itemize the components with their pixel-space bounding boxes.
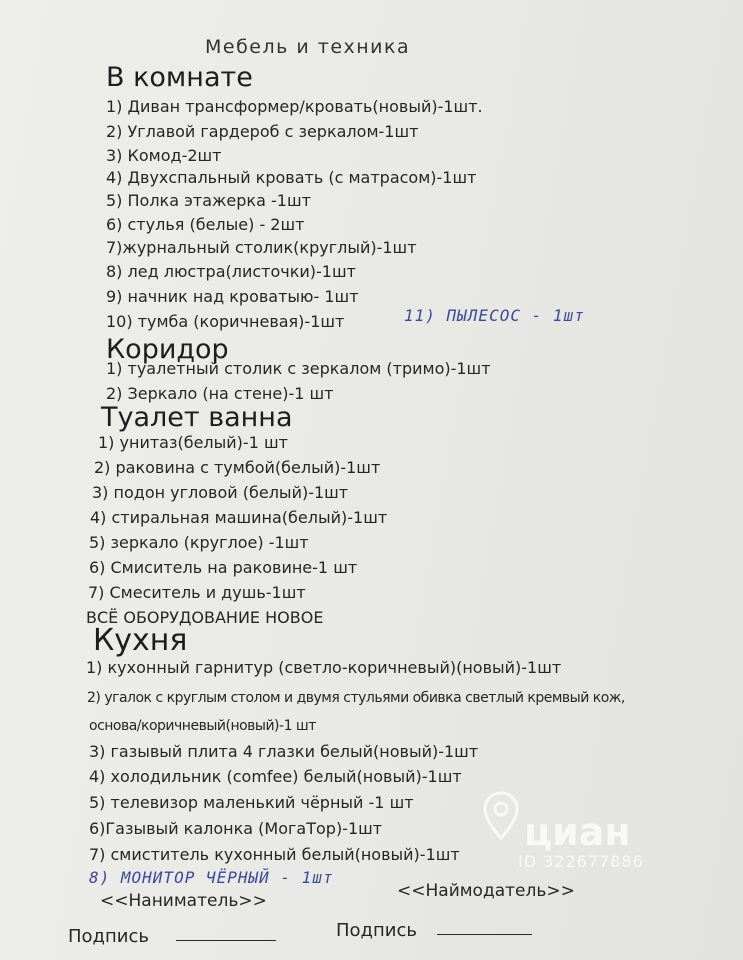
landlord-label: <<Наймодатель>> [397,881,575,901]
section-heading-kitchen: Кухня [93,623,188,658]
list-item: 8) лед люстра(листочки)-1шт [106,262,356,281]
list-item: 2) раковина с тумбой(белый)-1шт [94,458,381,477]
signature-label-tenant: Подпись [68,926,149,947]
signature-label-landlord: Подпись [336,920,417,941]
list-item: 5) телевизор маленький чёрный -1 шт [89,793,414,812]
watermark [478,790,678,880]
section-heading-room: В комнате [106,62,253,93]
list-item-continuation: основа/коричневый(новый)-1 шт [89,718,316,734]
list-item: 4) Двухспальный кровать (с матрасом)-1шт [106,168,477,187]
watermark-brand: циан [524,810,631,854]
section-heading-corridor: Коридор [106,334,229,365]
list-item: 3) газывый плита 4 глазки белый(новый)-1шт [89,742,479,761]
list-item: 1) кухонный гарнитур (светло-коричневый)(новый)-1шт [86,658,562,677]
list-item: 6) стулья (белые) - 2шт [106,215,305,234]
list-item: 6) Смиситель на раковине-1 шт [89,558,358,577]
handwritten-item-monitor: 8) МОНИТОР ЧЁРНЫЙ - 1шт [89,868,334,887]
list-item: 1) унитаз(белый)-1 шт [98,433,288,452]
section-heading-bathroom: Туалет ванна [101,402,293,433]
handwritten-item-vacuum: 11) ПЫЛЕСОС - 1шт [404,306,585,325]
document-title: Мебель и техника [205,36,411,58]
signature-line-landlord [437,934,532,935]
list-item: 7) смиститель кухонный белый(новый)-1шт [89,845,460,864]
list-item: 7) Смеситель и душь-1шт [88,583,306,602]
list-item: 2) Углавой гардероб с зеркалом-1шт [106,122,419,141]
watermark-id: ID 322677886 [518,852,644,871]
map-pin-icon [482,790,520,842]
list-item: 10) тумба (коричневая)-1шт [106,312,345,331]
tenant-label: <<Наниматель>> [100,891,267,911]
list-item: 4) холодильник (comfee) белый(новый)-1шт [89,767,462,786]
list-item: 3) подон угловой (белый)-1шт [92,483,349,502]
list-item: 5) зеркало (круглое) -1шт [89,533,309,552]
list-item: 5) Полка этажерка -1шт [106,191,311,210]
list-item: 1) Диван трансформер/кровать(новый)-1шт. [106,97,483,116]
signature-line-tenant [176,940,276,941]
list-item: 1) туалетный столик с зеркалом (тримо)-1шт [106,359,491,378]
list-item: 9) начник над кроватыю- 1шт [106,287,359,306]
list-item: 3) Комод-2шт [106,146,222,165]
list-item: 2) Зеркало (на стене)-1 шт [106,384,334,403]
equipment-note: ВСЁ ОБОРУДОВАНИЕ НОВОЕ [86,608,324,627]
list-item: 6)Газывый калонка (МогаТор)-1шт [89,819,383,838]
list-item: 7)журнальный столик(круглый)-1шт [106,238,417,257]
list-item: 2) угалок с круглым столом и двумя стульями обивка светлый кремвый кож, [87,690,625,706]
list-item: 4) стиральная машина(белый)-1шт [90,508,388,527]
